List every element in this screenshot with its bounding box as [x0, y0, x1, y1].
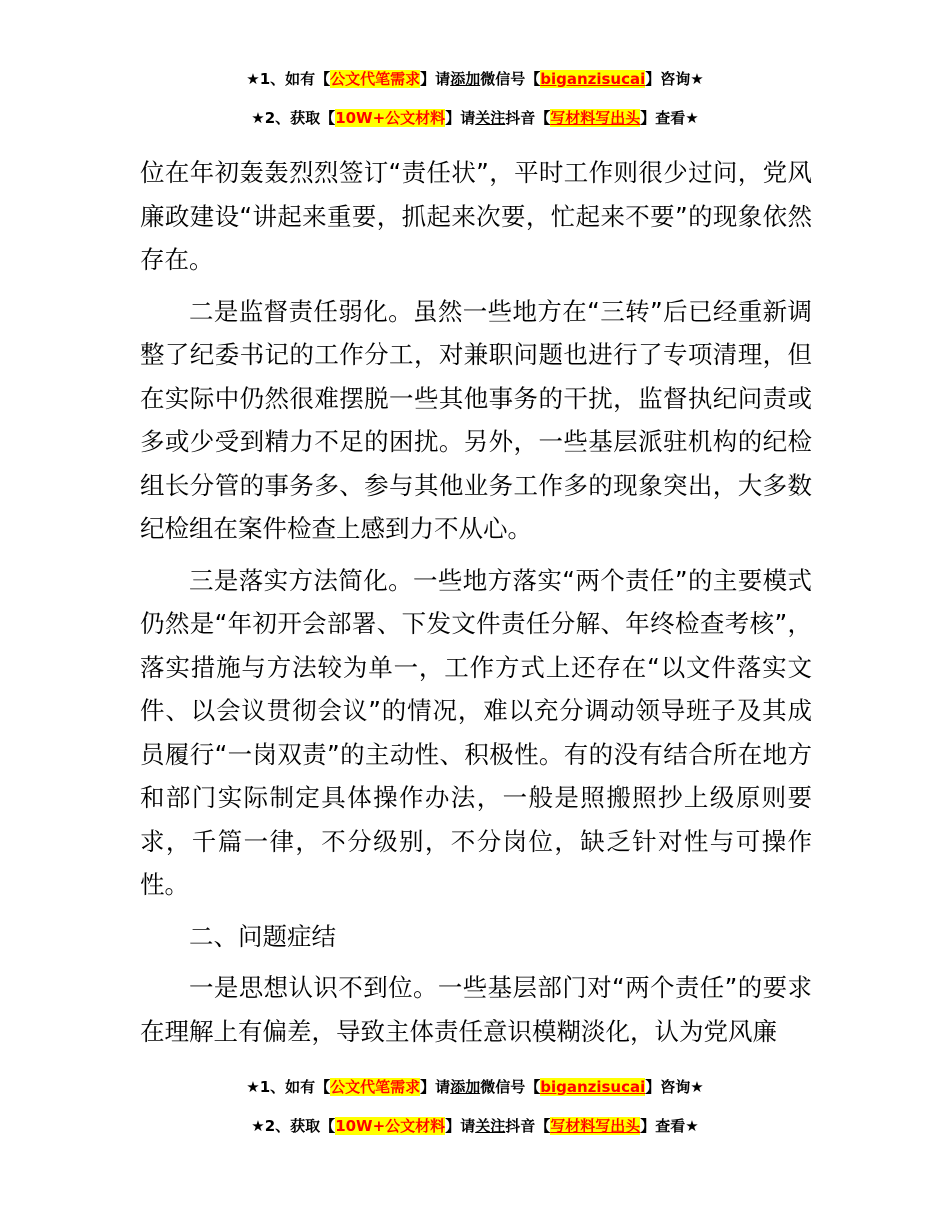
banner-text: 微信号【	[480, 70, 541, 88]
banner-underline: 关注	[475, 1117, 506, 1135]
wechat-id-link[interactable]: biganzisucai	[540, 1078, 646, 1096]
paragraph-continuation: 位在年初轰轰烈烈签订“责任状”，平时工作则很少过问，党风廉政建设“讲起来重要，抓起来次要，忙起来不要”的现象依然存在。	[140, 158, 812, 274]
banner-text: ★1、如有【	[246, 1078, 331, 1096]
douyin-account-link[interactable]: 写材料写出头	[550, 1117, 641, 1135]
banner-highlight: 10W+公文材料	[335, 109, 446, 127]
header-banner-line-2	[0, 107, 950, 129]
banner-highlight: 10W+公文材料	[335, 1117, 446, 1135]
paragraph-method: 三是落实方法简化。一些地方落实“两个责任”的主要模式仍然是“年初开会部署、下发文件责任分解、年终检查考核”，落实措施与方法较为单一，工作方式上还存在“以文件落实文件、以会议贯彻会议”的情况，难以充分调动领导班子及其成员履行“一岗双责”的主动性、积极性。有的没有结合所在地方和部门实际制定具体操作办法，一般是照搬照抄上级原则要求，千篇一律，不分级别，不分岗位，缺乏针对性与可操作性。	[140, 565, 812, 899]
banner-text: 】请	[445, 109, 476, 127]
banner-text: 抖音【	[505, 109, 551, 127]
banner-text: 抖音【	[505, 1117, 551, 1135]
banner-text: 微信号【	[480, 1078, 541, 1096]
banner-text: ★1、如有【	[246, 70, 331, 88]
banner-text: ★2、获取【	[251, 109, 336, 127]
wechat-id-link[interactable]: biganzisucai	[540, 70, 646, 88]
banner-highlight: 公文代笔需求	[330, 1078, 421, 1096]
paragraph-supervision: 二是监督责任弱化。虽然一些地方在“三转”后已经重新调整了纪委书记的工作分工，对兼职问题也进行了专项清理，但在实际中仍然很难摆脱一些其他事务的干扰，监督执纪问责或多或少受到精力不足的困扰。另外，一些基层派驻机构的纪检组长分管的事务多、参与其他业务工作多的现象突出，大多数纪检组在案件检查上感到力不从心。	[140, 296, 812, 543]
banner-text: ★2、获取【	[251, 1117, 336, 1135]
banner-underline: 添加	[450, 1078, 481, 1096]
banner-underline: 关注	[475, 109, 506, 127]
banner-text: 】请	[420, 1078, 451, 1096]
footer-banner-line-1	[0, 1076, 950, 1098]
paragraph-awareness: 一是思想认识不到位。一些基层部门对“两个责任”的要求在理解上有偏差，导致主体责任意识模糊淡化，认为党风廉	[140, 973, 812, 1046]
section-heading: 二、问题症结	[189, 921, 336, 951]
footer-banner-line-2	[0, 1115, 950, 1137]
document-body	[140, 151, 812, 1053]
banner-highlight: 公文代笔需求	[330, 70, 421, 88]
banner-text: 】咨询★	[645, 1078, 704, 1096]
banner-text: 】请	[445, 1117, 476, 1135]
banner-underline: 添加	[450, 70, 481, 88]
banner-text: 】查看★	[640, 109, 699, 127]
banner-text: 】咨询★	[645, 70, 704, 88]
banner-text: 】请	[420, 70, 451, 88]
header-banner-line-1	[0, 68, 950, 90]
douyin-account-link[interactable]: 写材料写出头	[550, 109, 641, 127]
banner-text: 】查看★	[640, 1117, 699, 1135]
